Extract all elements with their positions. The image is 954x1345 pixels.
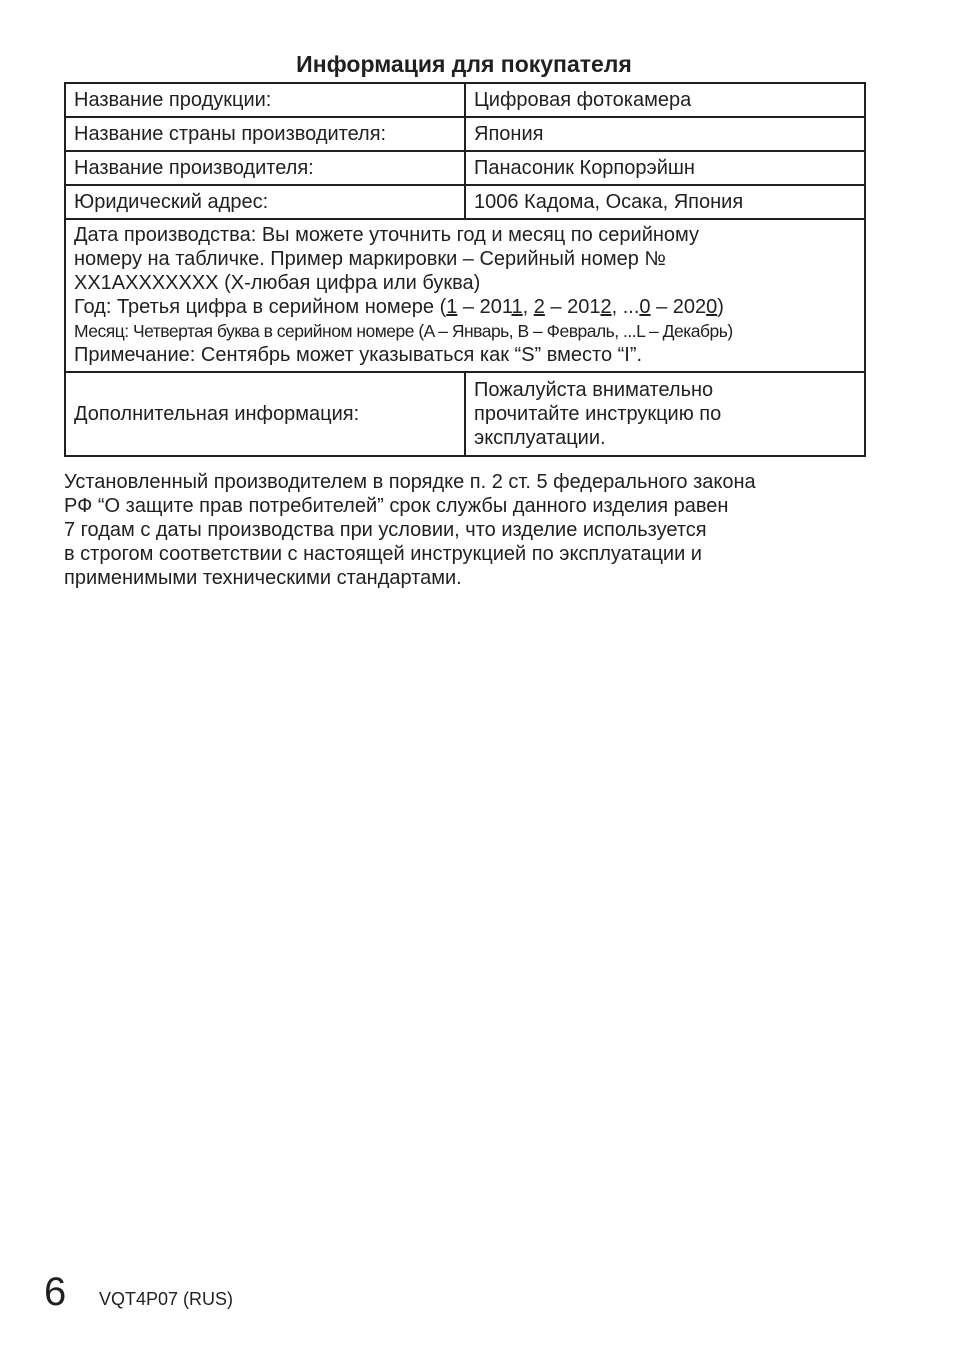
row-label: Название страны производителя: bbox=[65, 117, 465, 151]
document-code: VQT4P07 (RUS) bbox=[99, 1289, 234, 1309]
row-value: Цифровая фотокамера bbox=[465, 83, 865, 117]
buyer-info-table bbox=[64, 82, 866, 457]
page-title: Информация для покупателя bbox=[296, 51, 632, 77]
note-line: Примечание: Сентябрь может указываться как “S” вместо “I”. bbox=[74, 344, 643, 366]
table-row bbox=[65, 185, 865, 219]
row-label: Название продукции: bbox=[65, 83, 465, 117]
row-value: 1006 Кадома, Осака, Япония bbox=[465, 185, 865, 219]
month-line: Месяц: Четвертая буква в серийном номере (A – Январь, B – Февраль, ...L – Декабрь) bbox=[74, 321, 733, 341]
production-date-cell bbox=[65, 219, 865, 372]
row-label: Юридический адрес: bbox=[65, 185, 465, 219]
row-value: Пожалуйста внимательно прочитайте инструкцию по эксплуатации. bbox=[465, 372, 865, 456]
production-date-line: номеру на табличке. Пример маркировки – Серийный номер № bbox=[74, 248, 666, 270]
row-value: Япония bbox=[465, 117, 865, 151]
table-row bbox=[65, 117, 865, 151]
production-date-row bbox=[65, 219, 865, 372]
service-life-paragraph: Установленный производителем в порядке п. 2 ст. 5 федерального закона РФ “О защите прав потребителей” срок службы данного изделия равен 7 годам с даты производства при условии, что изделие используется в строгом соответствии с настоящей инструкцией по эксплуатации и применимыми техническими стандартами. bbox=[64, 471, 756, 589]
table-row bbox=[65, 151, 865, 185]
table-row bbox=[65, 372, 865, 456]
table-row bbox=[65, 83, 865, 117]
production-date-line: Дата производства: Вы можете уточнить год и месяц по серийному bbox=[74, 224, 700, 246]
year-line: Год: Третья цифра в серийном номере (1 – 2011, 2 – 2012, ...0 – 2020) bbox=[74, 296, 724, 318]
row-label: Название производителя: bbox=[65, 151, 465, 185]
row-value: Панасоник Корпорэйшн bbox=[465, 151, 865, 185]
row-label: Дополнительная информация: bbox=[65, 372, 465, 456]
page-number: 6 bbox=[44, 1270, 67, 1314]
production-date-line: XX1AXXXXXXX (X-любая цифра или буква) bbox=[74, 272, 481, 294]
